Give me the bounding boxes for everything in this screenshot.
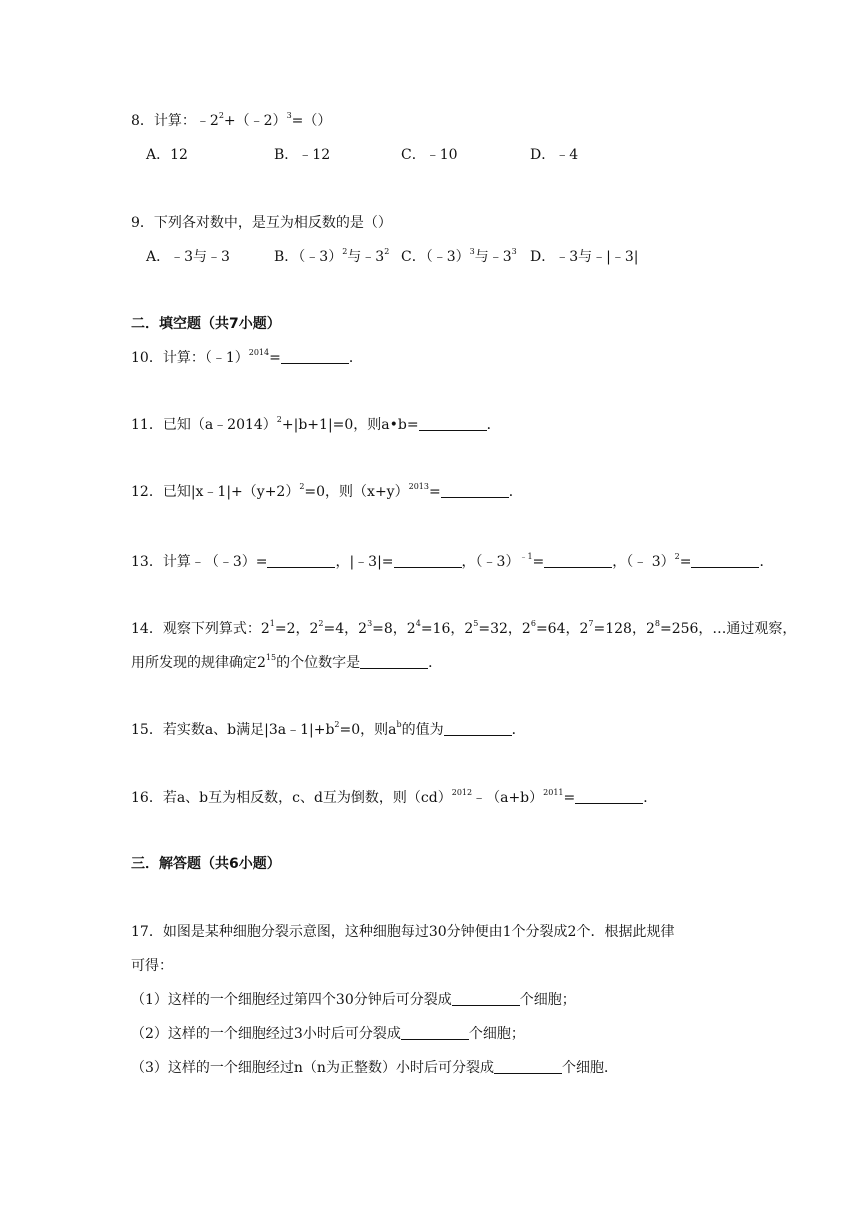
answer-blank[interactable] <box>360 654 428 669</box>
power-value: =2 <box>274 621 296 637</box>
power-value: =64 <box>535 621 566 637</box>
answer-blank[interactable] <box>691 553 759 568</box>
separator: ， <box>565 621 580 637</box>
separator: ， <box>631 621 646 637</box>
separator: ， <box>295 621 310 637</box>
question-17-sub-2: （2）这样的一个细胞经过3小时后可分裂成 个细胞； <box>131 1026 525 1042</box>
question-17-sub-1: （1）这样的一个细胞经过第四个30分钟后可分裂成 个细胞； <box>131 992 576 1008</box>
separator: ， <box>392 621 407 637</box>
answer-blank[interactable] <box>544 553 612 568</box>
answer-blank[interactable] <box>441 483 509 498</box>
answer-blank[interactable] <box>452 991 520 1006</box>
question-16: 16．若a、b互为相反数，c、d互为倒数，则$(cd)^{2012}﹣(a+b)^{2011}=$ ． <box>131 788 658 806</box>
section-2-title: 二．填空题（共7小题） <box>131 316 281 332</box>
question-8-option-b: B．﹣12 <box>274 147 331 163</box>
question-15: 15．若实数a、b满足$|3a﹣1|+b^2=0$，则$a^b$的值为 ． <box>131 720 526 738</box>
question-9-stem: 9．下列各对数中，是互为相反数的是（） <box>131 215 392 231</box>
question-8-option-c: C．﹣10 <box>401 147 458 163</box>
question-8-option-a: A．12 <box>146 147 188 163</box>
power-exponent: 5 <box>473 619 479 628</box>
separator: ， <box>450 621 465 637</box>
power-base: 2 <box>260 621 270 637</box>
question-12: 12．已知$|x﹣1|+(y+2)^2=0$，则$(x+y)^{2013}=$ ． <box>131 482 523 500</box>
question-9-option-b: B．（﹣3）$^2$与$﹣3^2$ <box>274 247 390 265</box>
answer-blank[interactable] <box>401 1025 469 1040</box>
question-11: 11．已知（a﹣2014）$^2$+|b+1|=0，则a•b= ． <box>131 415 501 433</box>
answer-blank[interactable] <box>419 416 487 431</box>
power-exponent: 7 <box>588 619 594 628</box>
question-8-stem: 8．计算：$﹣2^2+(﹣2)^3=()$ <box>131 111 332 129</box>
answer-blank[interactable] <box>394 553 462 568</box>
power-value: =16 <box>420 621 451 637</box>
power-exponent: 3 <box>367 619 373 628</box>
power-base: 2 <box>645 621 655 637</box>
answer-blank[interactable] <box>494 1059 562 1074</box>
separator: ， <box>344 621 359 637</box>
power-value: =8 <box>372 621 393 637</box>
answer-blank[interactable] <box>444 721 512 736</box>
power-exponent: 4 <box>415 619 421 628</box>
power-base: 2 <box>309 621 319 637</box>
power-exponent: 1 <box>269 619 275 628</box>
power-base: 2 <box>464 621 474 637</box>
question-13: 13．计算﹣（﹣3）= ，|﹣3|= ，（﹣3）$^{﹣1}$= ，（﹣ 3）$^2$= ． <box>131 552 774 570</box>
question-14-line-1: 14．观察下列算式：$2^1=2$，$2^2=4$，$2^3=8$，$2^4=16$，$2^5=32$，$2^6=64$，$2^7=128$，$2^8=256$，…通过观察， <box>131 619 797 637</box>
question-14-line-2: 用所发现的规律确定$2^{15}$的个位数字是 ． <box>131 653 443 671</box>
power-value: =128 <box>593 621 632 637</box>
power-sequence <box>261 621 699 637</box>
question-8-option-d: D．﹣4 <box>530 147 579 163</box>
power-base: 2 <box>406 621 416 637</box>
section-3-title: 三．解答题（共6小题） <box>131 856 281 872</box>
power-base: 2 <box>521 621 531 637</box>
power-base: 2 <box>579 621 589 637</box>
answer-blank[interactable] <box>267 553 335 568</box>
power-exponent: 8 <box>654 619 660 628</box>
answer-blank[interactable] <box>281 349 349 364</box>
question-9-option-d: D．﹣3与﹣|﹣3| <box>530 249 639 265</box>
question-17-sub-3: （3）这样的一个细胞经过n（n为正整数）小时后可分裂成 个细胞． <box>131 1060 618 1076</box>
question-17-line-1: 17．如图是某种细胞分裂示意图，这种细胞每过30分钟便由1个分裂成2个．根据此规律 <box>131 924 675 940</box>
question-9-option-a: A．﹣3与﹣3 <box>146 249 230 265</box>
question-10: 10．计算：（﹣1）$^{2014}$= ． <box>131 348 363 366</box>
power-exponent: 2 <box>318 619 324 628</box>
separator: ， <box>507 621 522 637</box>
power-value: =256 <box>659 621 699 637</box>
power-value: =4 <box>323 621 345 637</box>
question-17-line-2: 可得： <box>131 958 173 974</box>
power-exponent: 6 <box>530 619 536 628</box>
question-9-option-c: C．（﹣3）$^3$与$﹣3^3$ <box>401 247 517 265</box>
power-base: 2 <box>358 621 368 637</box>
power-value: =32 <box>478 621 508 637</box>
answer-blank[interactable] <box>575 789 643 804</box>
